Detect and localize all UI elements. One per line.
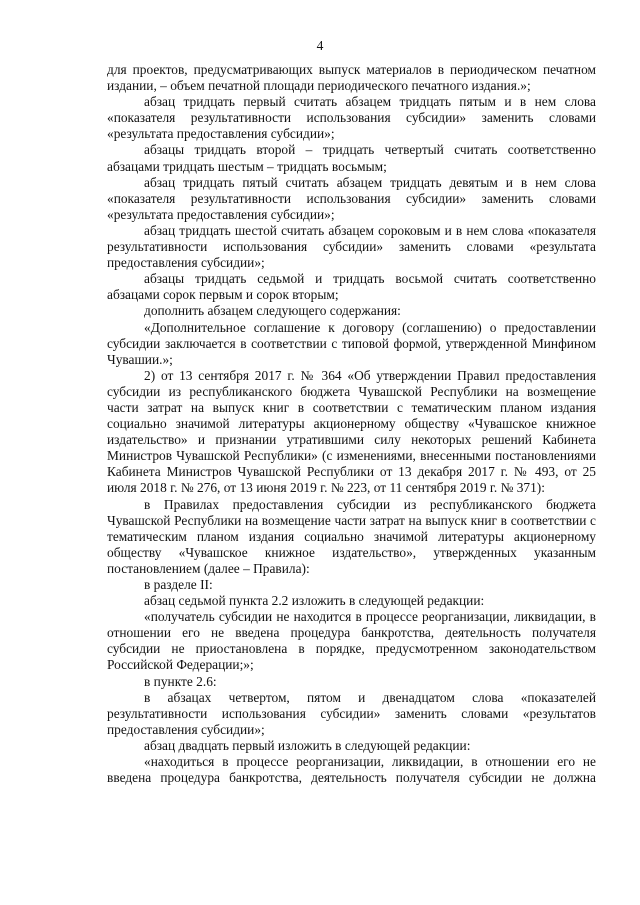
paragraph: «Дополнительное соглашение к договору (соглашению) о предоставлении субсидии заключается в соответствии с типовой формой, утвержденной Минфином Чувашии.»; (107, 319, 596, 367)
paragraph: в разделе II: (144, 577, 213, 592)
paragraph: дополнить абзацем следующего содержания: (144, 303, 401, 319)
paragraph: абзац тридцать пятый считать абзацем тридцать девятым и в нем слова «показателя результативности использования субсидии» заменить словами «результата предоставления субсидии»; (107, 174, 596, 222)
paragraph: абзацы тридцать седьмой и тридцать восьмой считать соответственно абзацами сорок первым и сорок вторым; (107, 271, 596, 303)
paragraph: в пункте 2.6: (144, 673, 217, 689)
paragraph: «получатель субсидии не находится в процессе реорганизации, ликвидации, в отношении его не введена процедура банкротства, деятельность получателя субсидии не приостановлена в порядке, предусмотренном законодательством Российской Федерации;»; (107, 609, 596, 673)
paragraph: абзац тридцать шестой считать абзацем сороковым и в нем слова «показателя результативности использования субсидии» заменить словами «результата предоставления субсидии»; (107, 222, 596, 271)
paragraph: абзац тридцать первый считать абзацем тридцать пятым и в нем слова «показателя результативности использования субсидии» заменить словами «результата предоставления субсидии»; (107, 94, 596, 142)
page-number: 4 (316, 38, 324, 53)
paragraph: абзац двадцать первый изложить в следующей редакции: (144, 737, 471, 753)
paragraph: абзац седьмой пункта 2.2 изложить в следующей редакции: (144, 593, 485, 609)
document-body (107, 62, 596, 786)
paragraph: в абзацах четвертом, пятом и двенадцатом слова «показателей результативности использования субсидии» заменить словами «результатов предоставления субсидии»; (107, 689, 596, 737)
paragraph: в Правилах предоставления субсидии из республиканского бюджета Чувашской Республики на возмещение части затрат на выпуск книг в соответствии с тематическим планом издания социально значимой литературы акционерному обществу «Чувашское книжное издательство», утвержденных указанным постановлением (далее – Правила): (107, 496, 596, 576)
paragraph: 2) от 13 сентября 2017 г. № 364 «Об утверждении Правил предоставления субсидии из республиканского бюджета Чувашской Республики на возмещение части затрат на выпуск книг в соответствии с тематическим планом издания социально значимой литературы акционерному обществу «Чувашское книжное издательство» и признании утратившими силу некоторых решений Кабинета Министров Чувашской Республики» (с изменениями, внесенными постановлениями Кабинета Министров Чувашской Республики от 13 декабря 2017 г. № 493, от 25 июля 2018 г. № 276, от 13 июня 2019 г. № 223, от 11 сентября 2019 г. № 371): (107, 367, 596, 496)
paragraph: для проектов, предусматривающих выпуск материалов в периодическом печатном издании, – объем печатной площади периодического печатного издания.»; (107, 62, 596, 94)
paragraph: «находиться в процессе реорганизации, ликвидации, в отношении его не введена процедура банкротства, деятельность получателя субсидии не должна (107, 754, 596, 786)
paragraph: абзацы тридцать второй – тридцать четвертый считать соответственно абзацами тридцать шестым – тридцать восьмым; (107, 142, 596, 174)
